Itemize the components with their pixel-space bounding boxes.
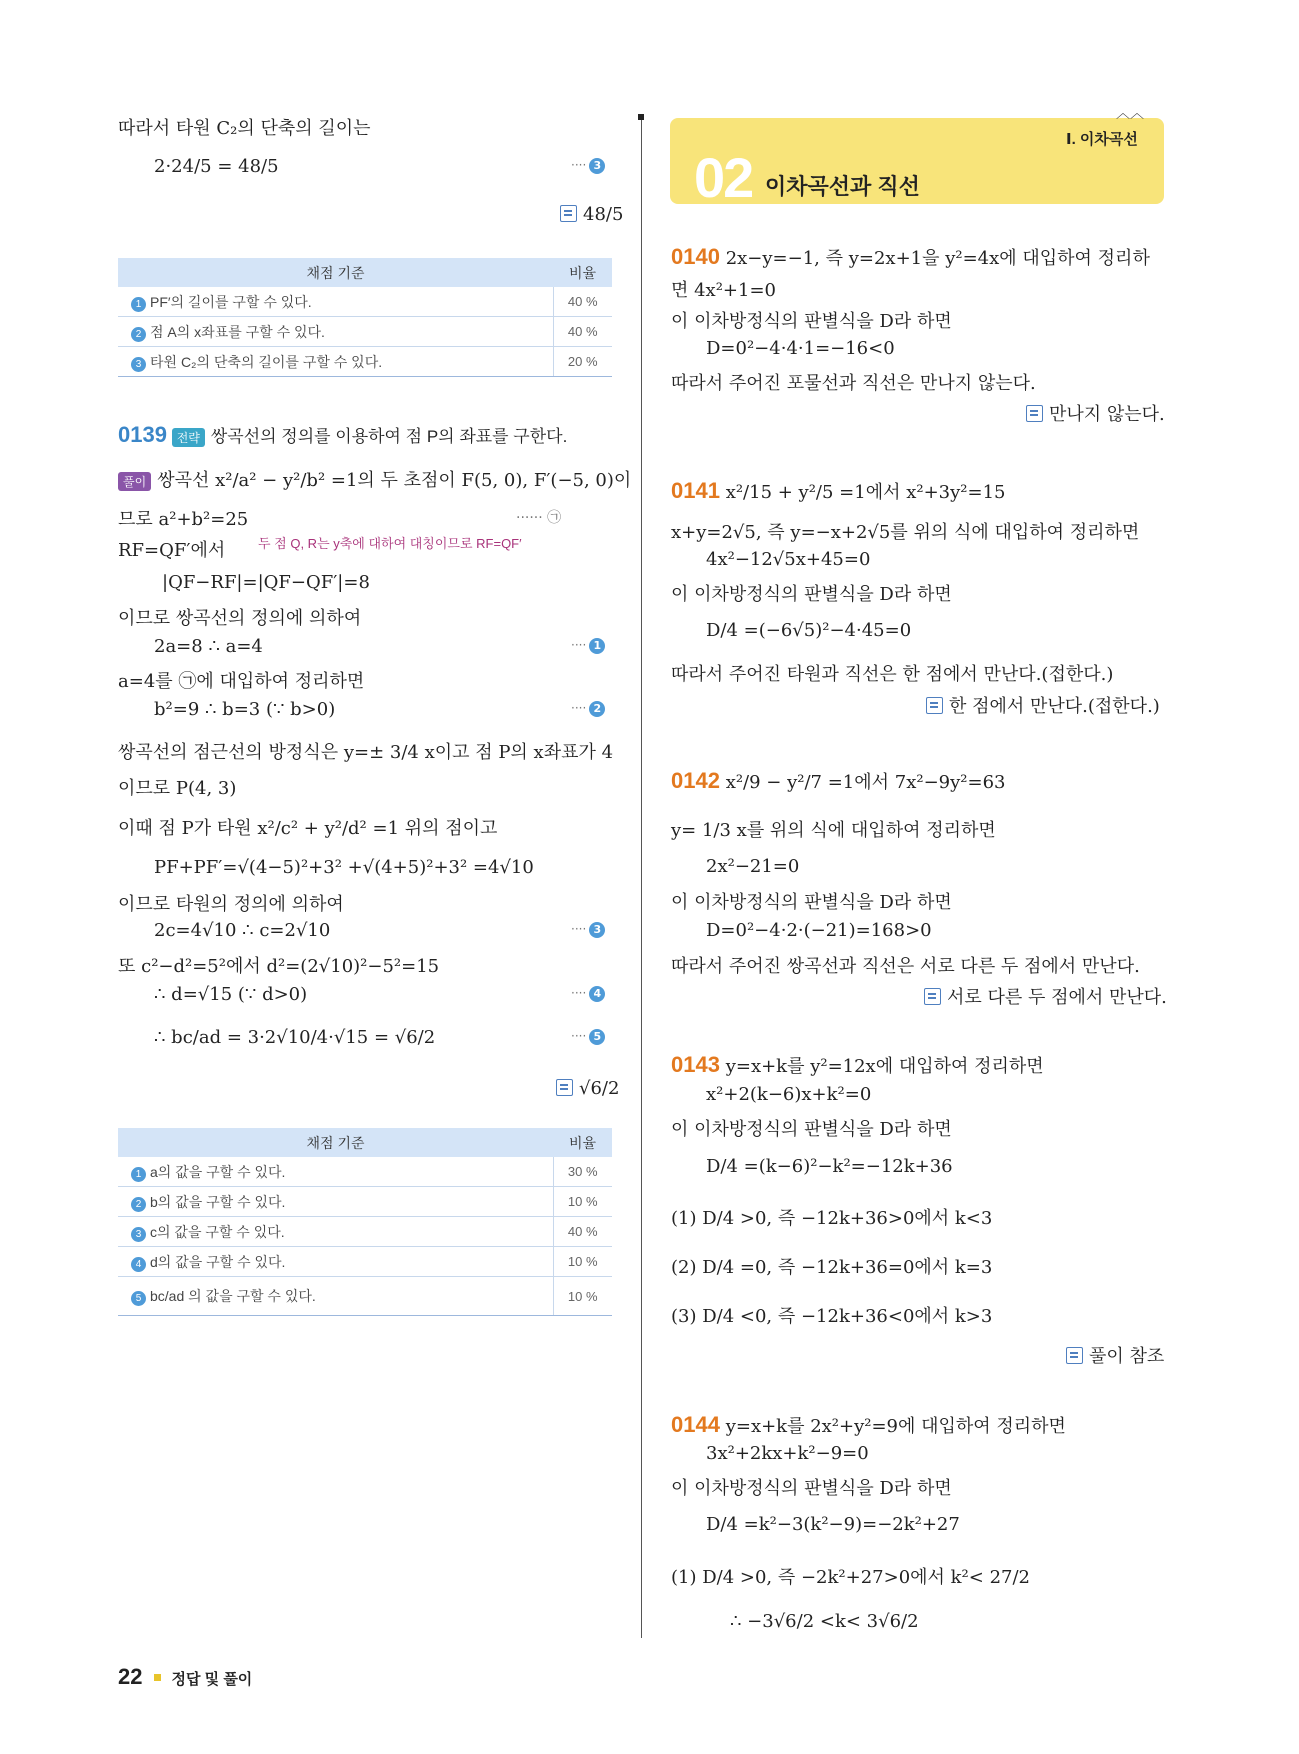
solution-line: x+y=2√5, 즉 y=−x+2√5를 위의 식에 대입하여 정리하면: [671, 522, 1140, 543]
step-marker: ···· 3: [571, 158, 605, 174]
footer-label: 정답 및 풀이: [171, 1671, 253, 1688]
solution-line: 2a=8 ∴ a=4: [154, 636, 263, 657]
left-line-2: 2·24/5 = 48/5: [154, 156, 279, 177]
solution-line: 따라서 주어진 타원과 직선은 한 점에서 만난다.(접한다.): [671, 664, 1114, 685]
solution-line: 따라서 주어진 포물선과 직선은 만나지 않는다.: [671, 373, 1036, 394]
table-cell: [118, 1187, 553, 1217]
problem-number: 0142: [671, 768, 720, 793]
criteria-text: PF′의 길이를 구할 수 있다.: [150, 293, 312, 310]
table-row: [118, 347, 612, 377]
problem-0142-line: [671, 768, 1005, 794]
crown-icon: ︿︿: [1116, 106, 1144, 122]
solution-line: (3) D/4 <0, 즉 −12k+36<0에서 k>3: [671, 1306, 993, 1327]
answer-1: [560, 204, 623, 225]
equation-tag: ······ ㉠: [516, 510, 562, 526]
solution-line: 따라서 주어진 쌍곡선과 직선은 서로 다른 두 점에서 만난다.: [671, 956, 1140, 977]
solution-line: 이므로 쌍곡선의 정의에 의하여: [118, 608, 362, 629]
step-marker: ···· 1: [571, 638, 605, 654]
solution-line: (1) D/4 >0, 즉 −12k+36>0에서 k<3: [671, 1208, 993, 1229]
ratio-cell: 10 %: [553, 1247, 612, 1277]
criteria-text: a의 값을 구할 수 있다.: [150, 1163, 286, 1180]
step-number: 4: [131, 1257, 146, 1272]
section-label: Ⅰ. 이차곡선: [1066, 131, 1138, 148]
solution-line: 이 이차방정식의 판별식을 D라 하면: [671, 584, 952, 605]
solution-line: 이때 점 P가 타원 x²/c² + y²/d² =1 위의 점이고: [118, 818, 498, 839]
solution-line: ∴ d=√15 (∵ d>0): [154, 984, 308, 1005]
grading-table-2: [118, 1128, 612, 1316]
solution-line-text: 쌍곡선 x²/a² − y²/b² =1의 두 초점이 F(5, 0), F′(−5, 0)이: [157, 470, 632, 491]
chapter-number: 02: [694, 150, 753, 204]
table-cell: [118, 1217, 553, 1247]
ratio-cell: 40 %: [553, 317, 612, 347]
solution-line: ∴ bc/ad = 3·2√10/4·√15 = √6/2: [154, 1027, 436, 1048]
step-number: 1: [131, 297, 146, 312]
problem-0143-line: [671, 1052, 1044, 1078]
answer-0139: [556, 1078, 619, 1099]
table-row: [118, 1187, 612, 1217]
table-row: [118, 1277, 612, 1316]
ratio-cell: 30 %: [553, 1157, 612, 1187]
problem-0140-line: [671, 244, 1150, 270]
step-marker: ···· 5: [571, 1029, 605, 1045]
answer-text: 한 점에서 만난다.(접한다.): [949, 696, 1160, 717]
solution-line: 면 4x²+1=0: [671, 280, 776, 301]
solution-line: b²=9 ∴ b=3 (∵ b>0): [154, 699, 336, 720]
solution-line: 4x²−12√5x+45=0: [706, 549, 871, 570]
answer-0140: [1026, 400, 1165, 426]
answer-0142: [924, 983, 1167, 1009]
problem-number: 0141: [671, 478, 720, 503]
answer-0141: [926, 692, 1160, 718]
table-cell: [118, 317, 553, 347]
solution-line: 2c=4√10 ∴ c=2√10: [154, 920, 331, 941]
table-cell: [118, 347, 553, 377]
solution-line: a=4를 ㉠에 대입하여 정리하면: [118, 671, 365, 692]
answer-icon: [560, 205, 577, 222]
table-cell: [118, 1247, 553, 1277]
solution-line: D/4 =k²−3(k²−9)=−2k²+27: [706, 1514, 960, 1535]
solution-line: [118, 466, 631, 492]
ratio-cell: 40 %: [553, 1217, 612, 1247]
table-row: [118, 1157, 612, 1187]
solution-line: RF=QF′에서: [118, 540, 226, 561]
problem-0139-header: [118, 422, 567, 448]
criteria-text: 점 A의 x좌표를 구할 수 있다.: [150, 323, 325, 340]
table-cell: [118, 1277, 553, 1316]
solution-line: y= 1/3 x를 위의 식에 대입하여 정리하면: [671, 820, 996, 841]
criteria-text: bc/ad 의 값을 구할 수 있다.: [150, 1288, 316, 1304]
solution-line: PF+PF′=√(4−5)²+3² +√(4+5)²+3² =4√10: [154, 857, 534, 878]
solution-line-text: x²/15 + y²/5 =1에서 x²+3y²=15: [725, 482, 1006, 503]
answer-icon: [924, 988, 941, 1005]
answer-0143: [1066, 1342, 1164, 1368]
footer-square-icon: [154, 1674, 161, 1681]
solution-line: 쌍곡선의 점근선의 방정식은 y=± 3/4 x이고 점 P의 x좌표가 4: [118, 742, 614, 763]
answer-text: 만나지 않는다.: [1049, 404, 1165, 425]
chapter-title: 이차곡선과 직선: [765, 174, 920, 199]
problem-number: 0140: [671, 244, 720, 269]
grading-table-1: [118, 258, 612, 377]
problem-number: 0143: [671, 1052, 720, 1077]
table-row: [118, 1217, 612, 1247]
step-marker: ···· 4: [571, 986, 605, 1002]
solution-line: ∴ −3√6/2 <k< 3√6/2: [730, 1611, 919, 1632]
solution-line: 이므로 P(4, 3): [118, 778, 237, 799]
solution-line: 이 이차방정식의 판별식을 D라 하면: [671, 1119, 952, 1140]
side-note: 두 점 Q, R는 y축에 대하여 대칭이므로 RF=QF′: [258, 536, 522, 551]
step-number: 2: [131, 1197, 146, 1212]
table-cell: [118, 287, 553, 317]
solution-line: x²+2(k−6)x+k²=0: [706, 1084, 872, 1105]
answer-text: √6/2: [579, 1078, 620, 1099]
table-row: [118, 1247, 612, 1277]
solution-line: 이므로 타원의 정의에 의하여: [118, 894, 344, 915]
criteria-text: b의 값을 구할 수 있다.: [150, 1193, 286, 1210]
solution-line-text: x²/9 − y²/7 =1에서 7x²−9y²=63: [725, 772, 1006, 793]
criteria-text: c의 값을 구할 수 있다.: [150, 1223, 285, 1240]
problem-0141-line: [671, 478, 1005, 504]
answer-text: 서로 다른 두 점에서 만난다.: [947, 987, 1167, 1008]
solution-line: 이 이차방정식의 판별식을 D라 하면: [671, 892, 952, 913]
solution-badge: 풀이: [118, 472, 151, 491]
table-header-ratio: 비율: [553, 258, 612, 287]
solution-line: 므로 a²+b²=25: [118, 509, 249, 530]
table-header-row: [118, 1128, 612, 1157]
solution-line: 2x²−21=0: [706, 856, 800, 877]
criteria-text: d의 값을 구할 수 있다.: [150, 1253, 286, 1270]
column-divider-dot: [638, 114, 644, 120]
ratio-cell: 10 %: [553, 1187, 612, 1217]
step-number: 3: [131, 1227, 146, 1242]
answer-icon: [1066, 1347, 1083, 1364]
strategy-badge: 전략: [172, 428, 205, 447]
problem-number: 0144: [671, 1412, 720, 1437]
ratio-cell: 40 %: [553, 287, 612, 317]
criteria-text: 타원 C₂의 단축의 길이를 구할 수 있다.: [150, 353, 383, 370]
table-row: [118, 317, 612, 347]
step-number: 3: [131, 357, 146, 372]
solution-line: 또 c²−d²=5²에서 d²=(2√10)²−5²=15: [118, 956, 440, 977]
table-header-row: [118, 258, 612, 287]
table-cell: [118, 1157, 553, 1187]
answer-icon: [1026, 405, 1043, 422]
step-marker: ···· 2: [571, 701, 605, 717]
solution-line: 이 이차방정식의 판별식을 D라 하면: [671, 311, 952, 332]
solution-line: D=0²−4·4·1=−16<0: [706, 338, 895, 359]
solution-line: |QF−RF|=|QF−QF′|=8: [162, 572, 370, 593]
table-row: [118, 287, 612, 317]
answer-icon: [926, 697, 943, 714]
step-number: 1: [131, 1167, 146, 1182]
ratio-cell: 10 %: [553, 1277, 612, 1316]
table-header-ratio: 비율: [553, 1128, 612, 1157]
page-number: 22: [118, 1664, 143, 1689]
solution-line: 3x²+2kx+k²−9=0: [706, 1443, 869, 1464]
solution-line: (1) D/4 >0, 즉 −2k²+27>0에서 k²< 27/2: [671, 1567, 1030, 1588]
column-divider: [641, 118, 642, 1638]
answer-1-text: 48/5: [583, 204, 624, 225]
page-footer: [118, 1664, 252, 1690]
solution-line: (2) D/4 =0, 즉 −12k+36=0에서 k=3: [671, 1257, 993, 1278]
problem-0144-line: [671, 1412, 1066, 1438]
problem-number: 0139: [118, 422, 167, 447]
step-number: 5: [131, 1291, 146, 1306]
solution-line: D/4 =(−6√5)²−4·45=0: [706, 620, 912, 641]
ratio-cell: 20 %: [553, 347, 612, 377]
strategy-text: 쌍곡선의 정의를 이용하여 점 P의 좌표를 구한다.: [210, 427, 568, 446]
solution-line: D=0²−4·2·(−21)=168>0: [706, 920, 932, 941]
step-number: 2: [131, 327, 146, 342]
left-line-1: 따라서 타원 C₂의 단축의 길이는: [118, 118, 371, 139]
solution-line: D/4 =(k−6)²−k²=−12k+36: [706, 1156, 953, 1177]
answer-icon: [556, 1079, 573, 1096]
step-marker: ···· 3: [571, 922, 605, 938]
table-header-criteria: 채점 기준: [118, 1128, 553, 1157]
table-header-criteria: 채점 기준: [118, 258, 553, 287]
solution-line-text: y=x+k를 y²=12x에 대입하여 정리하면: [725, 1056, 1044, 1077]
solution-line-text: y=x+k를 2x²+y²=9에 대입하여 정리하면: [725, 1416, 1066, 1437]
solution-line-text: 2x−y=−1, 즉 y=2x+1을 y²=4x에 대입하여 정리하: [725, 248, 1150, 269]
answer-text: 풀이 참조: [1089, 1346, 1165, 1367]
solution-line: 이 이차방정식의 판별식을 D라 하면: [671, 1478, 952, 1499]
